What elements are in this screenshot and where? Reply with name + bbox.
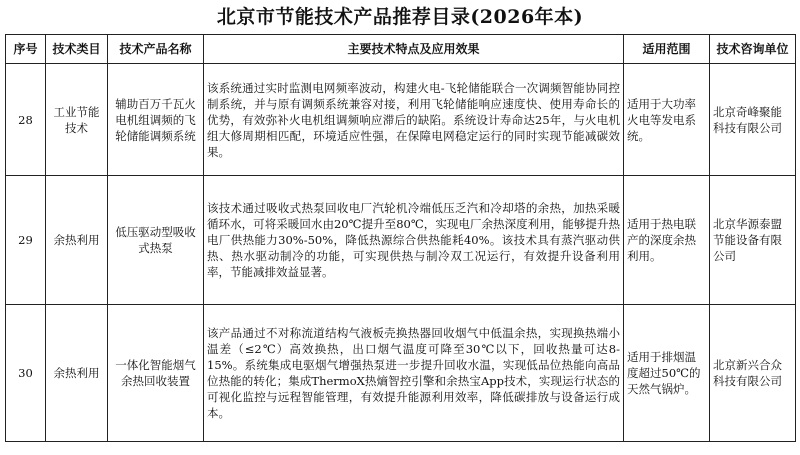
row-product: 低压驱动型吸收式热泵 bbox=[108, 176, 204, 305]
row-scope: 适用于热电联产的深度余热利用。 bbox=[624, 176, 710, 305]
row-no: 30 bbox=[6, 305, 46, 442]
row-unit: 北京新兴合众科技有限公司 bbox=[710, 305, 796, 442]
table-row bbox=[6, 176, 796, 305]
header-features: 主要技术特点及应用效果 bbox=[204, 35, 624, 64]
header-product: 技术产品名称 bbox=[108, 35, 204, 64]
page-title: 北京市节能技术产品推荐目录(2026年本) bbox=[216, 6, 584, 28]
row-features: 该产品通过不对称流道结构气液板壳换热器回收烟气中低温余热，实现换热端小温差（≤2℃）高效换热，出口烟气温度可降至30℃以下，回收热量可达8-15%。系统集成电驱烟气增强热泵进一步提升回收水温，实现低品位热能向高品位热能的转化；集成ThermoX热熵智控引擎和余热宝App技术，实现运行状态的可视化监控与远程智能管理，有效提升能源利用效率，降低碳排放与设备运行成本。 bbox=[204, 305, 624, 442]
row-features: 该技术通过吸收式热泵回收电厂汽轮机冷端低压乏汽和冷却塔的余热，加热采暖循环水，可将采暖回水由20℃提升至80℃，实现电厂余热深度利用，能够提升热电厂供热能力30%-50%，降低热源综合供热能耗40%。该技术具有蒸汽驱动供热、热水驱动制冷的功能，可实现供热与制冷双工况运行，有效提升设备利用率，节能减排效益显著。 bbox=[204, 176, 624, 305]
row-product: 辅助百万千瓦火电机组调频的飞轮储能调频系统 bbox=[108, 64, 204, 176]
row-no: 28 bbox=[6, 64, 46, 176]
row-category: 余热利用 bbox=[46, 305, 108, 442]
row-no: 29 bbox=[6, 176, 46, 305]
row-unit: 北京华源泰盟节能设备有限公司 bbox=[710, 176, 796, 305]
catalog-table bbox=[5, 34, 796, 442]
header-category: 技术类目 bbox=[46, 35, 108, 64]
table-header-row bbox=[6, 35, 796, 64]
row-category: 余热利用 bbox=[46, 176, 108, 305]
header-no: 序号 bbox=[6, 35, 46, 64]
table-row bbox=[6, 64, 796, 176]
row-scope: 适用于大功率火电等发电系统。 bbox=[624, 64, 710, 176]
row-features: 该系统通过实时监测电网频率波动，构建火电-飞轮储能联合一次调频智能协同控制系统，并与原有调频系统兼容对接，利用飞轮储能响应速度快、使用寿命长的优势，有效弥补火电机组调频响应滞后的缺陷。系统设计寿命达25年，与火电机组大修周期相匹配，环境适应性强，在保障电网稳定运行的同时实现节能减碳效果。 bbox=[204, 64, 624, 176]
row-product: 一体化智能烟气余热回收装置 bbox=[108, 305, 204, 442]
header-scope: 适用范围 bbox=[624, 35, 710, 64]
row-scope: 适用于排烟温度超过50℃的天然气锅炉。 bbox=[624, 305, 710, 442]
row-unit: 北京奇峰聚能科技有限公司 bbox=[710, 64, 796, 176]
header-unit: 技术咨询单位 bbox=[710, 35, 796, 64]
table-row bbox=[6, 305, 796, 442]
row-category: 工业节能技术 bbox=[46, 64, 108, 176]
